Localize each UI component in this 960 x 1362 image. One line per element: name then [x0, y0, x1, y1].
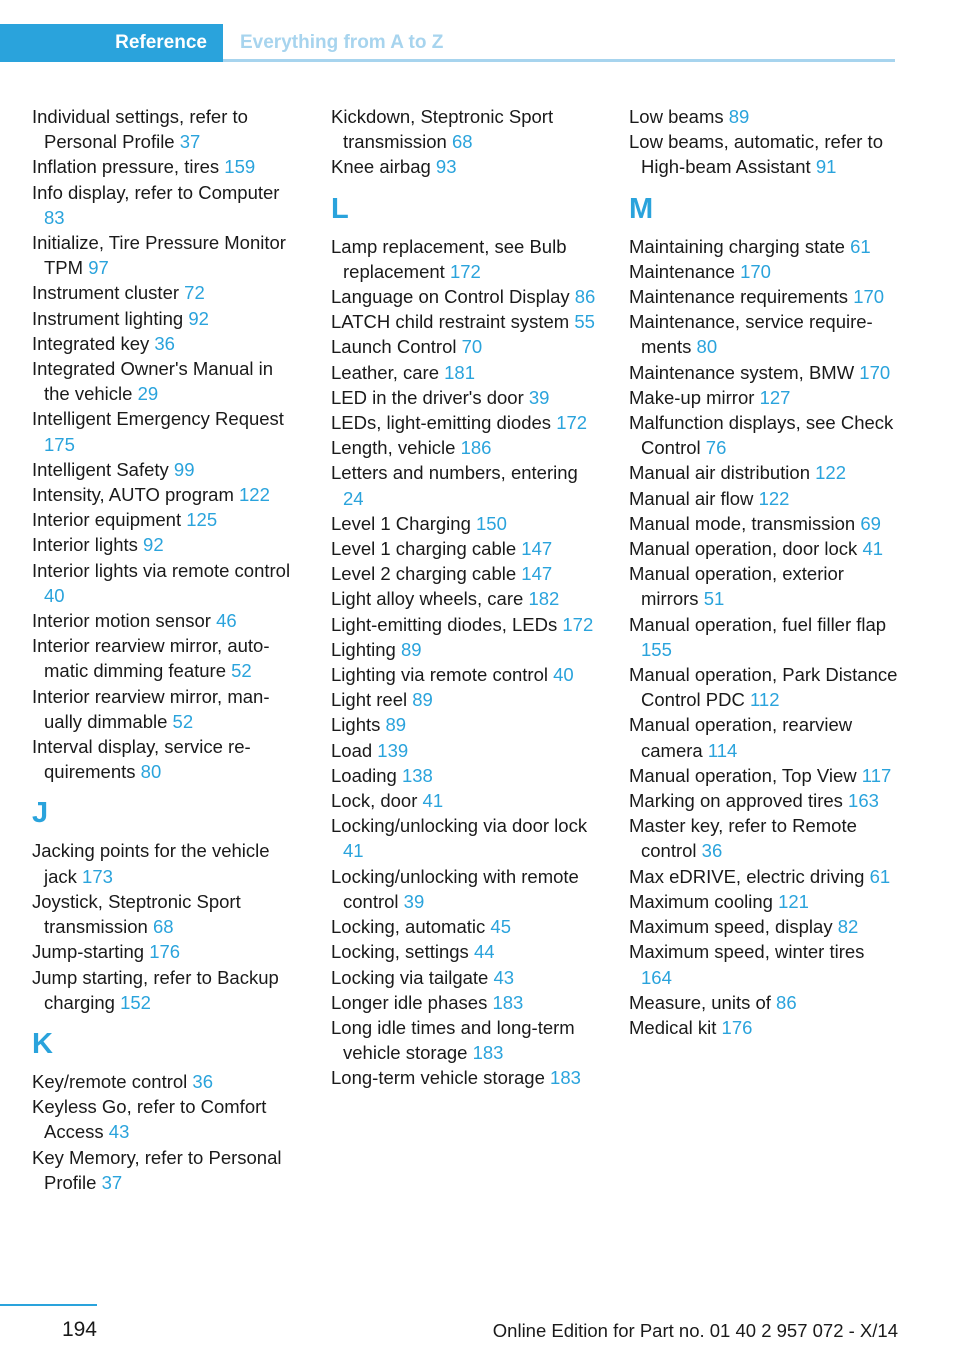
page-reference-link[interactable]: 80 — [140, 761, 162, 783]
page-reference-link[interactable]: 139 — [377, 739, 409, 761]
page-reference-link[interactable]: 39 — [403, 890, 425, 912]
page-reference-link[interactable]: 83 — [44, 206, 65, 228]
index-entry — [629, 763, 899, 788]
page-header — [0, 24, 895, 62]
index-term: Measure, units of — [629, 991, 771, 1013]
index-term: Maintenance — [629, 260, 735, 282]
index-entry — [629, 360, 899, 385]
index-entry — [331, 360, 603, 385]
page-reference-link[interactable]: 92 — [188, 307, 209, 329]
index-term: Integrated Owner's Manual in the vehicle — [32, 358, 274, 405]
page-reference-link[interactable]: 91 — [815, 156, 837, 178]
page-reference-link[interactable]: 170 — [740, 260, 771, 282]
index-term: Lock, door — [331, 790, 418, 812]
index-entry — [629, 284, 899, 309]
index-term: Master key, refer to Remote control — [629, 815, 857, 862]
page-reference-link[interactable]: 155 — [641, 638, 672, 660]
index-term: Medical kit — [629, 1016, 717, 1038]
index-entry — [32, 180, 300, 230]
index-term: Interior lights — [32, 534, 138, 556]
index-term: Lamp replacement, see Bulb replacement — [331, 235, 567, 282]
page-reference-link[interactable]: 138 — [401, 764, 433, 786]
page-reference-link[interactable]: 172 — [449, 260, 481, 282]
index-entry — [331, 813, 603, 863]
index-entry — [331, 687, 603, 712]
index-term: Long idle times and long-term vehicle storage — [331, 1016, 575, 1064]
page-reference-link[interactable]: 61 — [869, 865, 891, 887]
subsection-label: Everything from A to Z — [240, 32, 444, 53]
index-entry — [331, 662, 603, 687]
index-term: Locking/unlocking with remote control — [331, 865, 579, 912]
index-entry — [629, 813, 899, 863]
index-entry — [629, 612, 899, 662]
index-term: Interior rearview mirror, manually dimmable — [32, 685, 270, 732]
index-term: Maintenance system, BMW — [629, 361, 855, 383]
index-entry — [32, 406, 300, 456]
page-reference-link[interactable]: 176 — [721, 1016, 753, 1038]
index-entry — [629, 486, 899, 511]
page-reference-link[interactable]: 46 — [216, 610, 237, 632]
page-reference-link[interactable]: 176 — [149, 941, 181, 963]
page-reference-link[interactable]: 52 — [231, 660, 252, 682]
footer-divider — [0, 1304, 97, 1306]
index-term: Level 1 Charging — [331, 512, 471, 534]
index-entry — [32, 734, 300, 784]
index-term: Lighting — [331, 638, 396, 660]
index-term: Lights — [331, 714, 381, 736]
index-term: Max eDRIVE, electric driving — [629, 865, 865, 887]
index-term: Lighting via remote control — [331, 664, 548, 686]
page-reference-link[interactable]: 37 — [179, 131, 201, 153]
index-entry — [331, 586, 603, 611]
page-reference-link[interactable]: 99 — [173, 458, 195, 480]
index-term: Leather, care — [331, 361, 439, 383]
page-reference-link[interactable]: 36 — [701, 840, 723, 862]
page-reference-link[interactable]: 183 — [550, 1067, 581, 1089]
page-reference-link[interactable]: 122 — [239, 484, 270, 506]
index-term: Intensity, AUTO program — [32, 484, 234, 506]
index-term: Kickdown, Steptronic Sport transmission — [331, 106, 554, 153]
index-entry — [331, 712, 603, 737]
page-reference-link[interactable]: 121 — [778, 890, 809, 912]
index-entry — [32, 684, 300, 734]
index-term: Loading — [331, 764, 397, 786]
page-reference-link[interactable]: 170 — [853, 286, 885, 308]
index-entry — [32, 532, 300, 557]
index-entry — [32, 838, 300, 888]
index-term: Manual operation, fuel filler flap — [629, 613, 887, 635]
index-term: Interval display, service requirements — [32, 736, 251, 783]
page-reference-link[interactable]: 41 — [862, 538, 884, 560]
index-term: Low beams — [629, 106, 724, 127]
index-entry — [32, 1094, 300, 1144]
index-term: Make-up mirror — [629, 386, 755, 408]
index-term: Keyless Go, refer to Comfort Access — [32, 1096, 267, 1143]
index-entry — [331, 1065, 603, 1090]
index-entry — [629, 309, 899, 359]
page-reference-link[interactable]: 122 — [758, 487, 790, 509]
index-term: Jacking points for the vehicle jack — [32, 840, 270, 887]
index-entry — [331, 511, 603, 536]
index-term: Long-term vehicle storage — [331, 1067, 545, 1089]
index-entry — [629, 990, 899, 1015]
page-reference-link[interactable]: 80 — [696, 336, 718, 358]
page-reference-link[interactable]: 36 — [154, 332, 175, 354]
index-term: Manual operation, Park Distance Control PDC — [629, 664, 898, 711]
section-label: Reference — [115, 32, 207, 53]
page-reference-link[interactable]: 41 — [422, 790, 444, 812]
index-entry — [629, 385, 899, 410]
index-term: Interior lights via remote control — [32, 559, 291, 581]
index-entry — [331, 965, 603, 990]
index-term: Manual operation, exterior mirrors — [629, 563, 844, 610]
page-reference-link[interactable]: 114 — [707, 739, 738, 761]
index-term: Launch Control — [331, 336, 457, 358]
page-reference-link[interactable]: 82 — [837, 916, 859, 938]
index-term: Interior equipment — [32, 509, 182, 531]
index-entry — [32, 154, 300, 179]
index-term: Individual settings, refer to Personal Profile — [32, 106, 248, 153]
index-term: Light-emitting diodes, LEDs — [331, 613, 558, 635]
section-letter-heading: L — [331, 192, 349, 225]
page-reference-link[interactable]: 52 — [172, 710, 194, 732]
page-number: 194 — [61, 1318, 97, 1341]
index-term: Locking via tailgate — [331, 966, 489, 988]
index-entry — [331, 334, 603, 359]
index-term: Malfunction displays, see Check Control — [629, 412, 894, 459]
page-reference-link[interactable]: 175 — [44, 433, 75, 455]
page-reference-link[interactable]: 172 — [556, 412, 588, 434]
index-entry — [629, 712, 899, 762]
index-term: Length, vehicle — [331, 437, 456, 459]
index-entry — [331, 234, 603, 284]
page-reference-link[interactable]: 183 — [492, 991, 524, 1013]
index-term: Jump-starting — [32, 941, 145, 963]
index-entry — [331, 536, 603, 561]
index-entry — [331, 385, 603, 410]
index-term: Interior rearview mirror, automatic dimming feature — [32, 635, 270, 682]
index-term: Manual operation, rearview camera — [629, 714, 853, 761]
page-reference-link[interactable]: 37 — [101, 1171, 123, 1193]
page-reference-link[interactable]: 163 — [848, 790, 879, 812]
index-term: Integrated key — [32, 332, 150, 354]
index-term: Intelligent Safety — [32, 458, 169, 480]
index-term: Key/remote control — [32, 1070, 188, 1092]
page-reference-link[interactable]: 112 — [749, 689, 780, 711]
index-entry — [629, 410, 899, 460]
page-reference-link[interactable]: 76 — [705, 437, 727, 459]
index-term: Letters and numbers, entering — [331, 462, 578, 484]
index-term: Info display, refer to Computer — [32, 181, 280, 203]
index-column-3 — [629, 104, 899, 1040]
index-term: Manual operation, Top View — [629, 764, 857, 786]
index-entry — [331, 788, 603, 813]
page-reference-link[interactable]: 45 — [490, 916, 511, 938]
index-entry — [331, 990, 603, 1015]
index-term: Locking, automatic — [331, 916, 486, 938]
page-reference-link[interactable]: 41 — [343, 840, 364, 862]
index-entry — [629, 536, 899, 561]
index-term: Maintenance requirements — [629, 286, 849, 308]
index-entry — [629, 939, 899, 989]
index-entry — [331, 435, 603, 460]
index-entry — [32, 558, 300, 608]
index-term: Longer idle phases — [331, 991, 488, 1013]
index-column-2 — [331, 104, 603, 1091]
index-term: Interior motion sensor — [32, 610, 211, 632]
index-term: Manual operation, door lock — [629, 538, 858, 560]
index-entry — [32, 608, 300, 633]
index-entry — [629, 234, 899, 259]
index-entry — [629, 889, 899, 914]
index-entry — [32, 104, 300, 154]
page-reference-link[interactable]: 172 — [562, 613, 594, 635]
page-reference-link[interactable]: 182 — [528, 588, 560, 610]
index-entry — [629, 259, 899, 284]
index-entry — [331, 612, 603, 637]
index-entry — [629, 864, 899, 889]
index-entry — [331, 104, 603, 154]
page-reference-link[interactable]: 39 — [528, 386, 550, 408]
index-entry — [629, 129, 899, 179]
subsection-tab[interactable] — [223, 24, 895, 62]
index-term: Locking, settings — [331, 941, 469, 963]
page-reference-link[interactable]: 181 — [444, 361, 476, 383]
page-reference-link[interactable]: 159 — [224, 156, 256, 178]
index-entry — [331, 309, 603, 334]
index-term: Key Memory, refer to Personal Profile — [32, 1146, 282, 1193]
index-entry — [331, 763, 603, 788]
index-term: Instrument cluster — [32, 282, 180, 304]
index-entry — [32, 356, 300, 406]
index-entry — [331, 1015, 603, 1065]
page-reference-link[interactable]: 61 — [850, 235, 871, 257]
edition-note: Online Edition for Part no. 01 40 2 957 072 - X/14 — [492, 1320, 898, 1341]
page-reference-link[interactable]: 147 — [521, 538, 553, 560]
index-entry — [32, 939, 300, 964]
index-term: Maximum cooling — [629, 890, 773, 912]
index-term: Low beams, automatic, refer to High-beam Assistant — [629, 131, 883, 178]
page-reference-link[interactable]: 29 — [137, 383, 159, 405]
page-reference-link[interactable]: 147 — [521, 563, 553, 585]
section-letter-heading: J — [32, 797, 49, 830]
index-entry — [32, 507, 300, 532]
page-reference-link[interactable]: 68 — [152, 916, 174, 938]
page-reference-link[interactable]: 152 — [120, 991, 151, 1013]
page-reference-link[interactable]: 86 — [776, 991, 797, 1013]
index-entry — [32, 306, 300, 331]
index-term: LEDs, light-emitting diodes — [331, 412, 552, 434]
index-entry — [32, 331, 300, 356]
index-term: Manual air distribution — [629, 462, 810, 484]
index-term: Manual air flow — [629, 487, 754, 509]
page-reference-link[interactable]: 51 — [703, 588, 725, 610]
index-term: Level 2 charging cable — [331, 563, 517, 585]
index-term: LATCH child restraint system — [331, 311, 570, 333]
index-entry — [331, 738, 603, 763]
index-entry — [331, 914, 603, 939]
page-reference-link[interactable]: 70 — [461, 336, 483, 358]
index-term: Maximum speed, winter tires — [629, 941, 865, 963]
index-entry — [32, 965, 300, 1015]
index-term: Light alloy wheels, care — [331, 588, 524, 610]
page-reference-link[interactable]: 127 — [759, 386, 791, 408]
index-entry — [629, 1015, 899, 1040]
index-entry — [629, 104, 899, 129]
section-letter-heading: M — [629, 192, 654, 225]
index-term: Maintaining charging state — [629, 235, 845, 257]
index-term: Initialize, Tire Pressure Monitor TPM — [32, 232, 286, 279]
section-tab-reference[interactable] — [0, 24, 223, 62]
index-entry — [629, 914, 899, 939]
page-reference-link[interactable]: 122 — [815, 462, 846, 484]
index-term: Language on Control Display — [331, 286, 570, 308]
header-divider — [223, 59, 895, 62]
index-term: Joystick, Steptronic Sport transmission — [32, 890, 241, 938]
page-reference-link[interactable]: 92 — [143, 534, 164, 556]
index-entry — [32, 1069, 300, 1094]
page-reference-link[interactable]: 55 — [574, 311, 595, 333]
section-letter-heading: K — [32, 1027, 53, 1060]
index-entry — [331, 284, 603, 309]
page-reference-link[interactable]: 117 — [861, 764, 892, 786]
index-term: Maximum speed, display — [629, 916, 833, 938]
index-term: Load — [331, 739, 373, 761]
index-term: Maintenance, service requirements — [629, 311, 873, 358]
page-reference-link[interactable]: 89 — [385, 714, 407, 736]
page-reference-link[interactable]: 89 — [400, 638, 422, 660]
page-reference-link[interactable]: 68 — [451, 131, 473, 153]
page-reference-link[interactable]: 170 — [859, 361, 891, 383]
index-entry — [32, 889, 300, 939]
index-entry — [32, 230, 300, 280]
index-entry — [629, 662, 899, 712]
index-entry — [331, 637, 603, 662]
index-term: Marking on approved tires — [629, 790, 843, 812]
index-term: Instrument lighting — [32, 307, 184, 329]
page-reference-link[interactable]: 43 — [493, 966, 515, 988]
index-term: LED in the driver's door — [331, 386, 524, 408]
page-reference-link[interactable]: 86 — [574, 286, 596, 308]
index-entry — [629, 561, 899, 611]
index-entry — [32, 633, 300, 683]
index-entry — [331, 939, 603, 964]
index-entry — [331, 410, 603, 435]
page-reference-link[interactable]: 125 — [186, 509, 218, 531]
index-entry — [32, 482, 300, 507]
index-term: Locking/unlocking via door lock — [331, 815, 588, 837]
index-term: Level 1 charging cable — [331, 538, 517, 560]
index-entry — [32, 1145, 300, 1195]
index-entry — [629, 788, 899, 813]
page-reference-link[interactable]: 43 — [108, 1121, 130, 1143]
index-entry — [629, 511, 899, 536]
index-entry — [629, 460, 899, 485]
page-reference-link[interactable]: 89 — [728, 106, 750, 127]
index-term: Manual mode, transmission — [629, 512, 856, 534]
page-reference-link[interactable]: 97 — [88, 257, 109, 279]
index-term: Intelligent Emergency Request — [32, 408, 284, 430]
page-reference-link[interactable]: 186 — [460, 437, 492, 459]
page-reference-link[interactable]: 173 — [82, 865, 113, 887]
page-reference-link[interactable]: 72 — [184, 282, 205, 304]
page-reference-link[interactable]: 40 — [44, 584, 65, 606]
page-reference-link[interactable]: 40 — [553, 664, 574, 686]
index-term: Jump starting, refer to Backup charging — [32, 966, 279, 1013]
page-reference-link[interactable]: 69 — [860, 512, 881, 534]
index-entry — [331, 561, 603, 586]
index-term: Light reel — [331, 689, 408, 711]
index-entry — [331, 864, 603, 914]
page-reference-link[interactable]: 93 — [435, 156, 457, 178]
index-column-1 — [32, 104, 300, 1195]
page-reference-link[interactable]: 89 — [412, 689, 433, 711]
page-reference-link[interactable]: 150 — [476, 512, 507, 534]
page-reference-link[interactable]: 164 — [641, 966, 672, 988]
page-reference-link[interactable]: 36 — [192, 1070, 213, 1092]
index-term: Inflation pressure, tires — [32, 156, 220, 178]
index-term: Knee airbag — [331, 156, 431, 178]
index-entry — [32, 457, 300, 482]
page-reference-link[interactable]: 44 — [473, 941, 495, 963]
page-reference-link[interactable]: 24 — [343, 487, 364, 509]
index-entry — [32, 280, 300, 305]
index-entry — [331, 154, 603, 179]
page-reference-link[interactable]: 183 — [472, 1042, 504, 1064]
index-entry — [331, 460, 603, 510]
